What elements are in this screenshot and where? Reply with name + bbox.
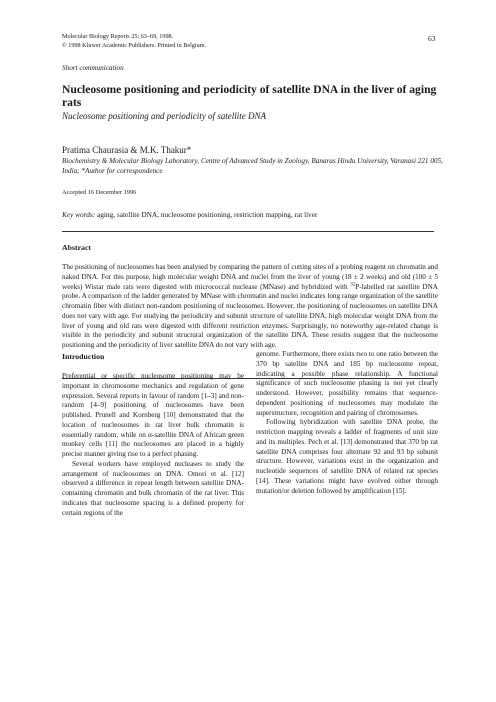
- running-title: Nucleosome positioning and periodicity of satellite DNA: [62, 111, 266, 121]
- column-right: [256, 350, 438, 496]
- keywords-text: aging, satellite DNA, nucleosome positioning, restriction mapping, rat liver: [97, 210, 318, 219]
- keywords-label: Key words:: [62, 210, 96, 219]
- intro-paragraph-1: Preferential or specific nucleosome positioning may be important in chromosome mechanics and regulation of gene expression. Several reports in favour of random [1–3] and non-random [4–9] positioning of nucleosomes have been published. Prunell and Kornberg [10] demonstrated that the location of nucleosomes in rat liver bulk chromatin is essentially random, while on α-satellite DNA of African green monkey cells [11] the nucleosomes are placed in a highly precise manner giving rise to a perfect phasing.: [62, 372, 244, 458]
- copyright-line: © 1998 Kluwer Academic Publishers. Printed in Belgium.: [62, 42, 207, 49]
- abstract-text: [62, 263, 438, 351]
- affiliation: Biochemistry & Molecular Biology Laboratory, Centre of Advanced Study in Zoology, Banaras Hindu University, Varanasi 221 005, India; *Author for correspondence: [62, 157, 443, 175]
- abstract-part1: The positioning of nucleosomes has been analysed by comparing the pattern of cutting sites of a probing reagent on chromatin and naked DNA. For this purpose, high molecular weight DNA and nuclei from the liver of young (18 ± 2 weeks) and old (100 ± 5 weeks) Wistar male rats were digested with micrococcal nuclease (MNase) and hybridized with: [62, 263, 438, 291]
- authors: Pratima Chaurasia & M.K. Thakur*: [62, 145, 192, 155]
- intro-paragraph-4: Following hybridization with satellite DNA probe, the restriction mapping reveals a ladder of fragments of unit size and its multiples. Pech et al. [13] demonstrated that 370 bp rat satellite DNA comprises four alternate 92 and 93 bp subunit structure. However, variations exist in the organization and nucleotide sequences of satellite DNA of related rat species [14]. These variations might have evolved either through mutation/or deletion followed by amplification [15].: [256, 418, 438, 495]
- abstract-heading: Abstract: [62, 243, 92, 252]
- introduction-heading: Introduction: [62, 352, 105, 361]
- keywords: [62, 210, 452, 219]
- intro-paragraph-3: genome. Furthermore, there exists two to one ratio between the 370 bp satellite DNA and 185 bp nucleosome repeat, indicating a possible phase relationship. A functional significance of such nucleosome phasing is not yet clearly understood. However, possibility remains that sequence-dependent positioning of nucleosomes may modulate the superstructure, recognition and pairing of chromosomes.: [256, 350, 438, 417]
- accepted-date: Accepted 16 December 1996: [62, 189, 137, 196]
- paper-title: Nucleosome positioning and periodicity of satellite DNA in the liver of aging rats: [62, 83, 437, 109]
- abstract-part2: P-labelled rat satellite DNA probe. A comparison of the ladder generated by MNase with chromatin and nuclei indicates long range organization of the satellite chromatin fiber with distinct non-random positioning of nucleosomes. However, the positioning of nucleosomes on satellite DNA does not vary with age. For studying the periodicity and subunit structure of satellite DNA, high molecular weight DNA from the liver of young and old rats were digested with different restriction enzymes. Surprisingly, no noteworthy age-related change is visible in the periodicity and subunit structural organization of the satellite DNA. These results suggest that the nucleosome positioning and the periodicity of liver satellite DNA do not vary with age.: [62, 282, 438, 349]
- journal-citation: Molecular Biology Reports 25: 63–69, 1998.: [62, 33, 174, 40]
- section-label: Short communication: [62, 64, 124, 72]
- page-number: 63: [428, 34, 436, 43]
- divider-top: [62, 231, 434, 232]
- intro-paragraph-2: Several workers have employed nucleases to study the arrangement of nucleosomes on DNA. Omori et al. [12] observed a difference in repeat length between satellite DNA-containing chromatin and bulk chromatin of the rat liver. This indicates that nucleosome spacing is a defined property for certain regions of the: [62, 459, 244, 517]
- column-left: [62, 372, 244, 518]
- isotope-superscript: 32: [350, 282, 356, 288]
